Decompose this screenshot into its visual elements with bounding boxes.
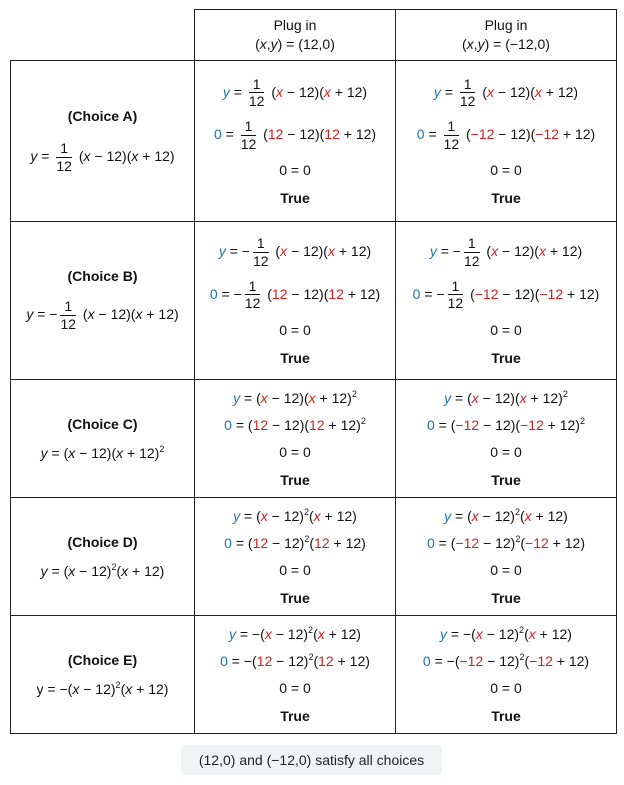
choice-equation: $y = -(x - 12)^2(x + 12)$ — [36, 680, 169, 697]
result-line: 0 = 0 — [279, 679, 311, 696]
substitution-line: 0 = $\frac{1}{12}$ (−12 − 12)(−12 + 12) — [416, 118, 596, 152]
equation-line: $y = (x - 12)(x + 12)^2$ — [444, 388, 568, 406]
header-row — [11, 10, 617, 61]
equation-line: $y = (x - 12)^2(x + 12)$ — [444, 506, 568, 524]
choice-d-plug-positive — [195, 498, 396, 616]
header-plug-negative — [396, 10, 617, 61]
choice-a-plug-positive — [195, 61, 396, 222]
result-line: 0 = 0 — [490, 443, 522, 460]
header-label: Plug in — [273, 17, 317, 33]
verdict-true: True — [280, 707, 310, 724]
choice-equation: $y = (x - 12)^2(x + 12)$ — [40, 562, 165, 579]
result-line: 0 = 0 — [279, 162, 311, 179]
choice-equation: y = − $\frac{1}{12}$ (x − 12)(x + 12) — [26, 298, 179, 332]
choice-b-plug-positive — [195, 222, 396, 380]
equation-line: $y = (x - 12)(x + 12)^2$ — [233, 388, 357, 406]
equation-line: $y = (x - 12)^2(x + 12)$ — [233, 506, 357, 524]
choice-e-plug-positive — [195, 616, 396, 734]
choice-equation: $y = (x - 12)(x + 12)^2$ — [40, 444, 165, 461]
result-line: 0 = 0 — [490, 321, 522, 338]
verdict-true: True — [491, 589, 521, 606]
verdict-true: True — [491, 707, 521, 724]
summary-box: (12,0) and (−12,0) satisfy all choices — [181, 745, 442, 775]
substitution-line: 0 = − $\frac{1}{12}$ (12 − 12)(12 + 12) — [209, 277, 381, 312]
choice-a-row — [11, 61, 617, 222]
substitution-line: $0 = (-12 - 12)(-12 + 12)^2$ — [427, 415, 585, 433]
result-line: 0 = 0 — [490, 679, 522, 696]
substitution-line: $0 = (-12 - 12)^2(-12 + 12)$ — [426, 533, 585, 551]
choice-title: (Choice A) — [67, 107, 138, 124]
equation-line: y = − $\frac{1}{12}$ (x − 12)(x + 12) — [429, 235, 583, 269]
choice-title: (Choice D) — [67, 534, 138, 550]
choice-d-label-cell — [11, 498, 195, 616]
header-point: (12,0) — [298, 36, 335, 52]
result-line: 0 = 0 — [279, 321, 311, 338]
equation-line: y = $\frac{1}{12}$ (x − 12)(x + 12) — [433, 75, 579, 110]
result-line: 0 = 0 — [490, 162, 522, 179]
choice-b-label-cell — [11, 222, 195, 380]
verdict-true: True — [280, 349, 310, 366]
choice-d-plug-negative — [396, 498, 617, 616]
verdict-true: True — [280, 471, 310, 488]
substitution-line: $0 = (12 - 12)^2(12 + 12)$ — [224, 533, 366, 551]
choice-title: (Choice B) — [67, 268, 138, 285]
choice-equation: y = $\frac{1}{12}$ (x − 12)(x + 12) — [30, 139, 175, 174]
header-point-line: (x,y) = (12,0) — [255, 36, 335, 52]
verdict-true: True — [280, 589, 310, 606]
choice-a-label-cell — [11, 61, 195, 222]
verification-table — [10, 9, 617, 734]
substitution-line: $0 = -(12 - 12)^2(12 + 12)$ — [220, 651, 370, 669]
verdict-true: True — [280, 190, 310, 207]
choice-e-row — [11, 616, 617, 734]
header-point-line: (x,y) = (−12,0) — [462, 36, 550, 52]
substitution-line: 0 = $\frac{1}{12}$ (12 − 12)(12 + 12) — [213, 118, 377, 152]
result-line: 0 = 0 — [279, 561, 311, 578]
substitution-line: 0 = − $\frac{1}{12}$ (−12 − 12)(−12 + 12) — [412, 277, 600, 312]
verdict-true: True — [491, 190, 521, 207]
equation-line: y = − $\frac{1}{12}$ (x − 12)(x + 12) — [218, 235, 372, 269]
choice-a-plug-negative — [396, 61, 617, 222]
substitution-line: $0 = -(-12 - 12)^2(-12 + 12)$ — [422, 651, 590, 669]
choice-e-label-cell — [11, 616, 195, 734]
verdict-true: True — [491, 349, 521, 366]
result-line: 0 = 0 — [279, 443, 311, 460]
substitution-line: $0 = (12 - 12)(12 + 12)^2$ — [224, 415, 366, 433]
choice-e-plug-negative — [396, 616, 617, 734]
verdict-true: True — [491, 471, 521, 488]
choice-d-row — [11, 498, 617, 616]
choice-c-plug-positive — [195, 380, 396, 498]
header-corner — [11, 10, 195, 61]
equation-line: $y = -(x - 12)^2(x + 12)$ — [229, 624, 361, 642]
choice-c-label-cell — [11, 380, 195, 498]
equation-line: y = $\frac{1}{12}$ (x − 12)(x + 12) — [222, 75, 368, 110]
header-plug-positive — [195, 10, 396, 61]
choice-title: (Choice C) — [67, 416, 138, 432]
equation-line: $y = -(x - 12)^2(x + 12)$ — [440, 624, 572, 642]
result-line: 0 = 0 — [490, 561, 522, 578]
choice-c-row — [11, 380, 617, 498]
choice-b-row — [11, 222, 617, 380]
choice-c-plug-negative — [396, 380, 617, 498]
header-label: Plug in — [484, 17, 528, 33]
header-point: (−12,0) — [505, 36, 550, 52]
choice-b-plug-negative — [396, 222, 617, 380]
choice-title: (Choice E) — [67, 652, 138, 668]
